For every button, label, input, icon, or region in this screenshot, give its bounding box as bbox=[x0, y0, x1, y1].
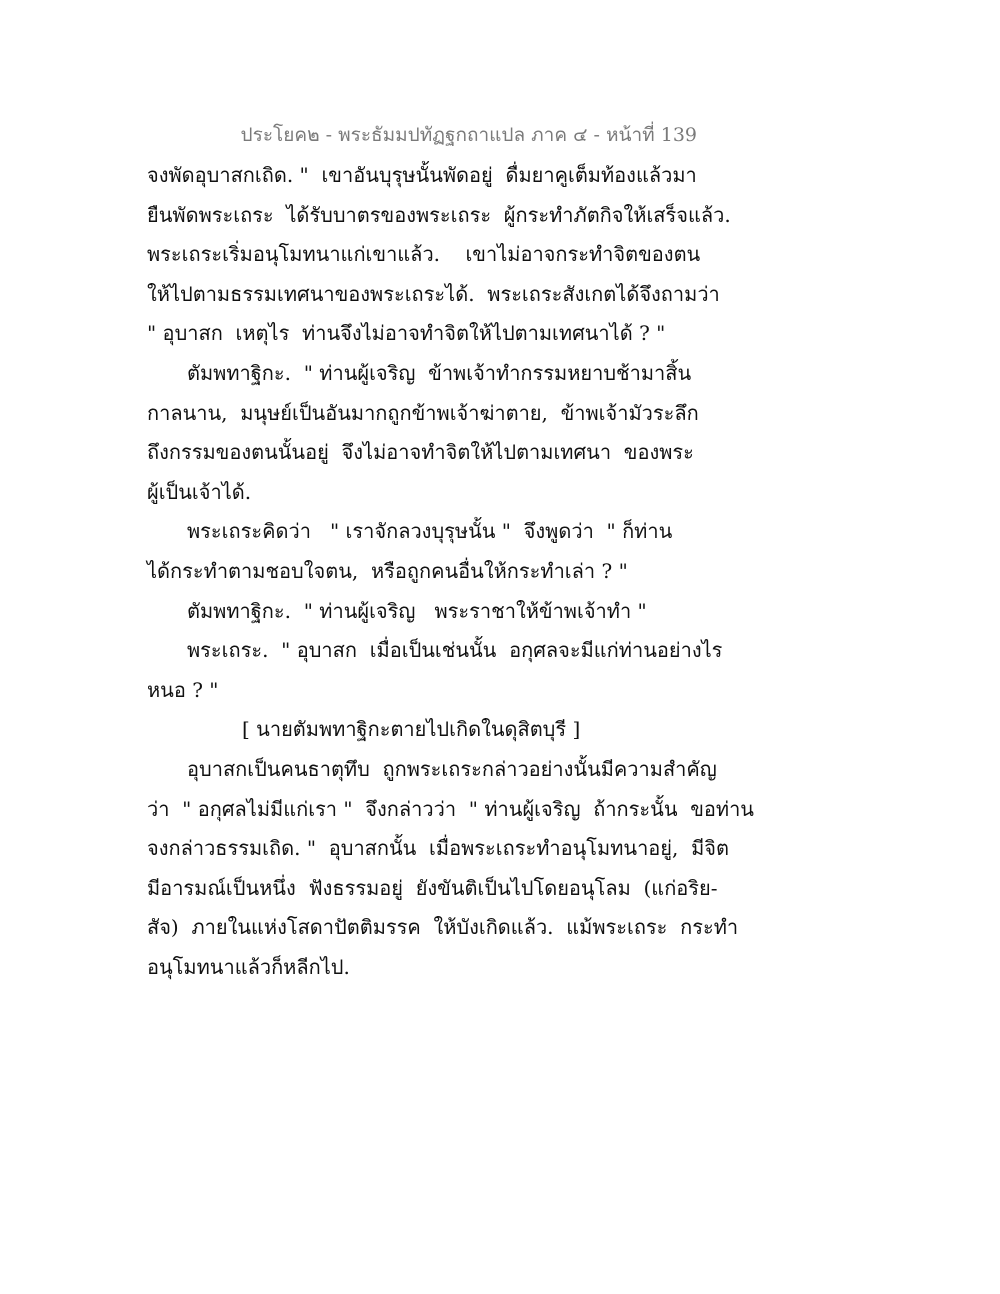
text-line: ผู้เป็นเจ้าได้. bbox=[147, 479, 252, 504]
text-line: พระเถระเริ่มอนุโมทนาแก่เขาแล้ว. เขาไม่อาจกระทำจิตของตน bbox=[147, 242, 701, 267]
body-text bbox=[147, 156, 754, 987]
text-line: มีอารมณ์เป็นหนึ่ง ฟังธรรมอยู่ ยังขันติเป็นไปโดยอนุโลม (แก่อริย- bbox=[147, 875, 718, 900]
text-line: ให้ไปตามธรรมเทศนาของพระเถระได้. พระเถระสังเกตได้จึงถามว่า bbox=[147, 281, 720, 306]
text-line: อนุโมทนาแล้วก็หลีกไป. bbox=[147, 954, 350, 979]
text-line: " อุบาสก เหตุไร ท่านจึงไม่อาจทำจิตให้ไปตามเทศนาได้ ? " bbox=[147, 321, 666, 346]
text-line: อุบาสกเป็นคนธาตุทึบ ถูกพระเถระกล่าวอย่างนั้นมีความสำคัญ bbox=[187, 756, 717, 781]
text-line: ยืนพัดพระเถระ ได้รับบาตรของพระเถระ ผู้กระทำภัตกิจให้เสร็จแล้ว. bbox=[147, 202, 731, 227]
text-line: พระเถระ. " อุบาสก เมื่อเป็นเช่นนั้น อกุศลจะมีแก่ท่านอย่างไร bbox=[187, 638, 723, 663]
text-line: ตัมพทาฐิกะ. " ท่านผู้เจริญ พระราชาให้ข้าพเจ้าทำ " bbox=[187, 598, 647, 623]
text-line: ถึงกรรมของตนนั้นอยู่ จึงไม่อาจทำจิตให้ไปตามเทศนา ของพระ bbox=[147, 440, 694, 465]
text-line: ว่า " อกุศลไม่มีแก่เรา " จึงกล่าวว่า " ท่านผู้เจริญ ถ้ากระนั้น ขอท่าน bbox=[147, 796, 754, 821]
text-line: ได้กระทำตามชอบใจตน, หรือถูกคนอื่นให้กระทำเล่า ? " bbox=[147, 558, 628, 583]
text-line: กาลนาน, มนุษย์เป็นอันมากถูกข้าพเจ้าฆ่าตาย, ข้าพเจ้ามัวระลึก bbox=[147, 400, 699, 425]
page-header: ประโยค๒ - พระธัมมปทัฏฐกถาแปล ภาค ๔ - หน้าที่ 139 bbox=[240, 124, 697, 146]
text-line: หนอ ? " bbox=[147, 677, 219, 702]
text-line: สัจ) ภายในแห่งโสดาปัตติมรรค ให้บังเกิดแล้ว. แม้พระเถระ กระทำ bbox=[147, 915, 739, 940]
section-heading: [ นายตัมพทาฐิกะตายไปเกิดในดุสิตบุรี ] bbox=[242, 717, 581, 742]
text-line: ตัมพทาฐิกะ. " ท่านผู้เจริญ ข้าพเจ้าทำกรรมหยาบช้ามาสิ้น bbox=[187, 360, 692, 385]
text-line: จงพัดอุบาสกเถิด. " เขาอันบุรุษนั้นพัดอยู่ ดื่มยาคูเต็มท้องแล้วมา bbox=[147, 163, 697, 187]
text-line: จงกล่าวธรรมเถิด. " อุบาสกนั้น เมื่อพระเถระทำอนุโมทนาอยู่, มีจิต bbox=[147, 836, 729, 861]
text-line: พระเถระคิดว่า " เราจักลวงบุรุษนั้น " จึงพูดว่า " ก็ท่าน bbox=[187, 519, 673, 544]
